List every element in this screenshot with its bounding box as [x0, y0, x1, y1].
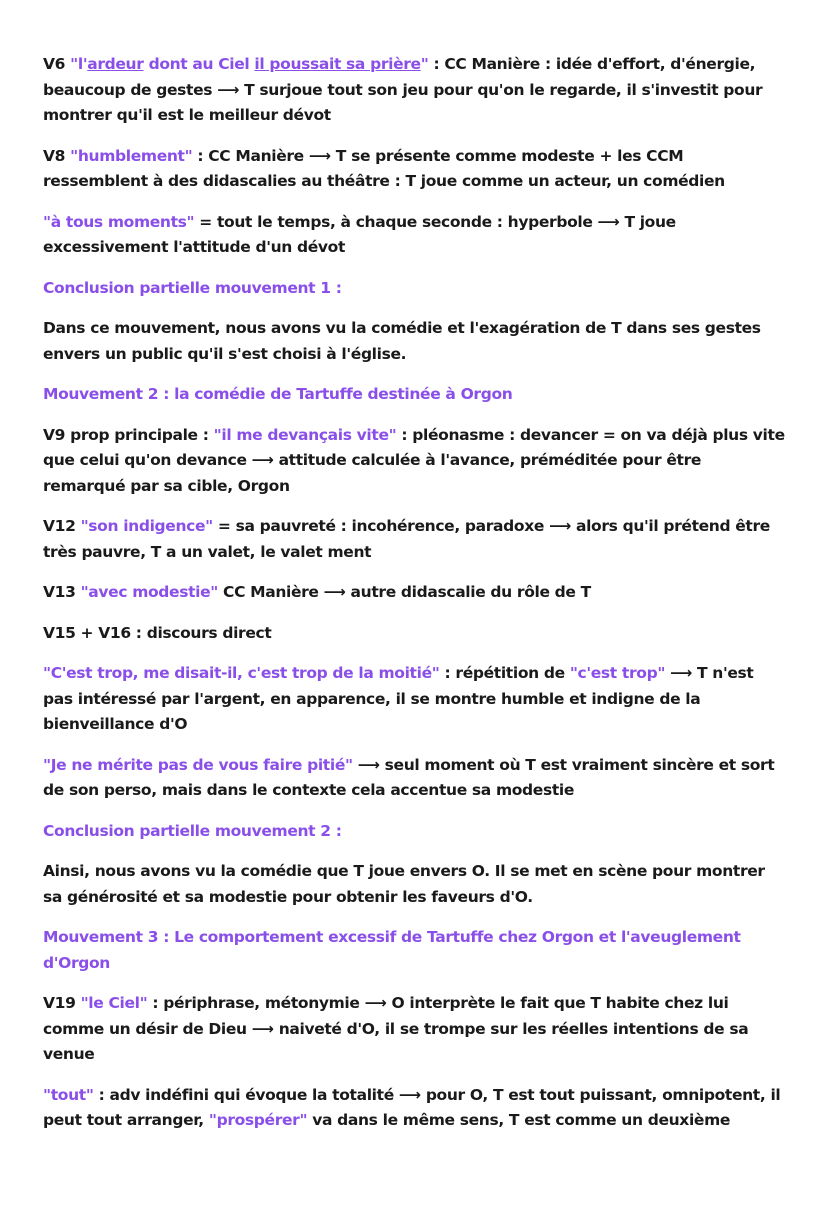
quote: "à tous moments" [43, 212, 195, 231]
analysis-text: : adv indéfini qui évoque la totalité ⟶ pour O, T est tout puissant, omnipotent, il peut tout arranger, [43, 1085, 781, 1129]
conclusion-1-heading: Conclusion partielle mouvement 1 : [43, 278, 342, 297]
paragraph-v15-v16: V15 + V16 : discours direct [43, 623, 272, 642]
underlined-word: ardeur [87, 55, 144, 73]
quote: "humblement" [70, 146, 193, 165]
analysis-text: : répétition de [439, 664, 570, 682]
analysis-text: = tout le temps, à chaque seconde : hyperbole ⟶ T joue excessivement l'attitude d'un dévot [43, 212, 676, 256]
analysis-text: : CC Manière ⟶ T se présente comme modeste + les CCM ressemblent à des didascalies au théâtre : T joue comme un acteur, un comédien [43, 146, 725, 190]
conclusion-2-text: Ainsi, nous avons vu la comédie que T joue envers O. Il se met en scène pour montrer sa générosité et sa modestie pour obtenir les faveurs d'O. [43, 862, 765, 906]
quote: "le Ciel" [80, 994, 148, 1012]
quote: "prospérer" [208, 1111, 308, 1129]
analysis-text: : périphrase, métonymie ⟶ O interprète le fait que T habite chez lui comme un désir de Dieu ⟶ naiveté d'O, il se trompe sur les réelles intentions de sa venue [43, 994, 749, 1063]
quote: "Je ne mérite pas de vous faire pitié" [43, 755, 353, 774]
verse-ref: V6 [43, 55, 71, 73]
paragraph-v6 [43, 52, 788, 129]
verse-ref: V9 prop principale : [43, 425, 214, 444]
paragraph-v9 [43, 423, 788, 500]
paragraph-cest-trop [43, 661, 788, 738]
quote: "avec modestie" [80, 583, 218, 601]
paragraph-tout [43, 1083, 788, 1134]
paragraph-a-tous-moments [43, 210, 788, 261]
paragraph-v19 [43, 991, 788, 1068]
verse-ref: V19 [43, 994, 81, 1012]
paragraph-v13 [43, 580, 788, 606]
analysis-text: va dans le même sens, T est comme un deuxième [307, 1111, 731, 1129]
mouvement-3-heading: Mouvement 3 : Le comportement excessif de Tartuffe chez Orgon et l'aveuglement d'Orgon [43, 928, 741, 972]
analysis-text: : CC Manière : idée d'effort, d'énergie, beaucoup de gestes ⟶ T surjoue tout son jeu pour qu'on le regarde, il s'investit pour montrer qu'il est le meilleur dévot [43, 55, 763, 124]
underlined-phrase: il poussait sa prière [254, 55, 421, 73]
quote: "C'est trop, me disait-il, c'est trop de la moitié" [43, 664, 440, 682]
quote: "l'ardeur dont au Ciel il poussait sa prière" [70, 55, 429, 73]
analysis-text: : pléonasme : devancer = on va déjà plus vite que celui qu'on devance ⟶ attitude calculée à l'avance, préméditée pour être remarqué par sa cible, Orgon [43, 425, 785, 495]
quote: "tout" [43, 1085, 94, 1104]
quote: "son indigence" [80, 517, 213, 535]
analysis-text: CC Manière ⟶ autre didascalie du rôle de T [218, 583, 591, 601]
quote: "il me devançais vite" [213, 425, 397, 444]
analysis-text: ⟶ T n'est pas intéressé par l'argent, en apparence, il se montre humble et indigne de la bienveillance d'O [43, 664, 754, 733]
mouvement-2-heading: Mouvement 2 : la comédie de Tartuffe destinée à Orgon [43, 385, 513, 403]
quote: "c'est trop" [569, 664, 666, 682]
conclusion-1-text: Dans ce mouvement, nous avons vu la comédie et l'exagération de T dans ses gestes envers un public qu'il s'est choisi à l'église. [43, 319, 761, 363]
paragraph-v12 [43, 514, 788, 565]
paragraph-je-ne-merite [43, 753, 788, 804]
verse-ref: V8 [43, 146, 71, 165]
analysis-text: = sa pauvreté : incohérence, paradoxe ⟶ alors qu'il prétend être très pauvre, T a un valet, le valet ment [43, 517, 770, 561]
verse-ref: V12 [43, 517, 81, 535]
analysis-text: ⟶ seul moment où T est vraiment sincère et sort de son perso, mais dans le contexte cela accentue sa modestie [43, 755, 775, 799]
conclusion-2-heading: Conclusion partielle mouvement 2 : [43, 821, 342, 840]
paragraph-v8 [43, 144, 788, 195]
verse-ref: V13 [43, 583, 81, 601]
